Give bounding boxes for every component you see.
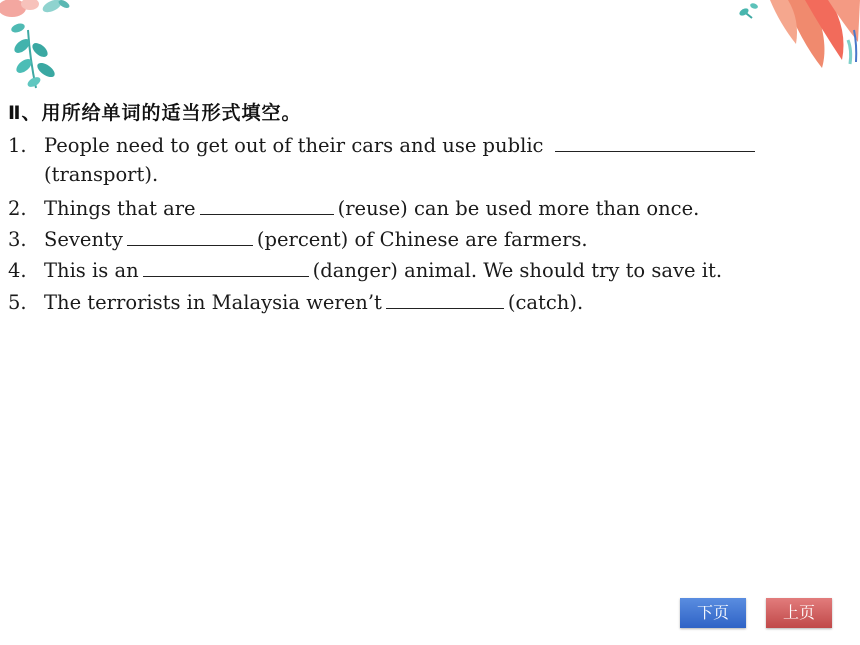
question-1 [8,132,759,157]
question-text-after: (reuse) can be used more than once. [337,197,700,220]
question-number: 3. [8,228,27,251]
question-text: Seventy [44,228,123,251]
question-3 [8,226,588,251]
question-1-continuation: (transport). [44,163,159,186]
question-number: 4. [8,259,27,282]
answer-blank[interactable] [386,289,504,309]
floral-decoration-right [730,0,860,70]
question-4 [8,257,722,282]
question-text: This is an [44,259,139,282]
question-5 [8,289,583,314]
answer-blank[interactable] [143,257,309,277]
question-text-after: (percent) of Chinese are farmers. [256,228,588,251]
question-text-after: (catch). [507,291,584,314]
question-2 [8,195,699,220]
next-page-button[interactable]: 下页 [680,598,746,628]
question-text: Things that are [44,197,196,220]
question-text: People need to get out of their cars and use public [44,134,544,157]
floral-decoration-left [0,0,80,95]
answer-blank[interactable] [127,226,253,246]
answer-blank[interactable] [200,195,334,215]
question-number: 5. [8,291,27,314]
answer-blank[interactable] [555,132,755,152]
section-heading: Ⅱ、用所给单词的适当形式填空。 [8,102,302,124]
previous-page-button[interactable]: 上页 [766,598,832,628]
question-text: The terrorists in Malaysia weren’t [44,291,382,314]
question-text-after: (danger) animal. We should try to save it. [312,259,723,282]
question-number: 1. [8,134,27,157]
question-number: 2. [8,197,27,220]
